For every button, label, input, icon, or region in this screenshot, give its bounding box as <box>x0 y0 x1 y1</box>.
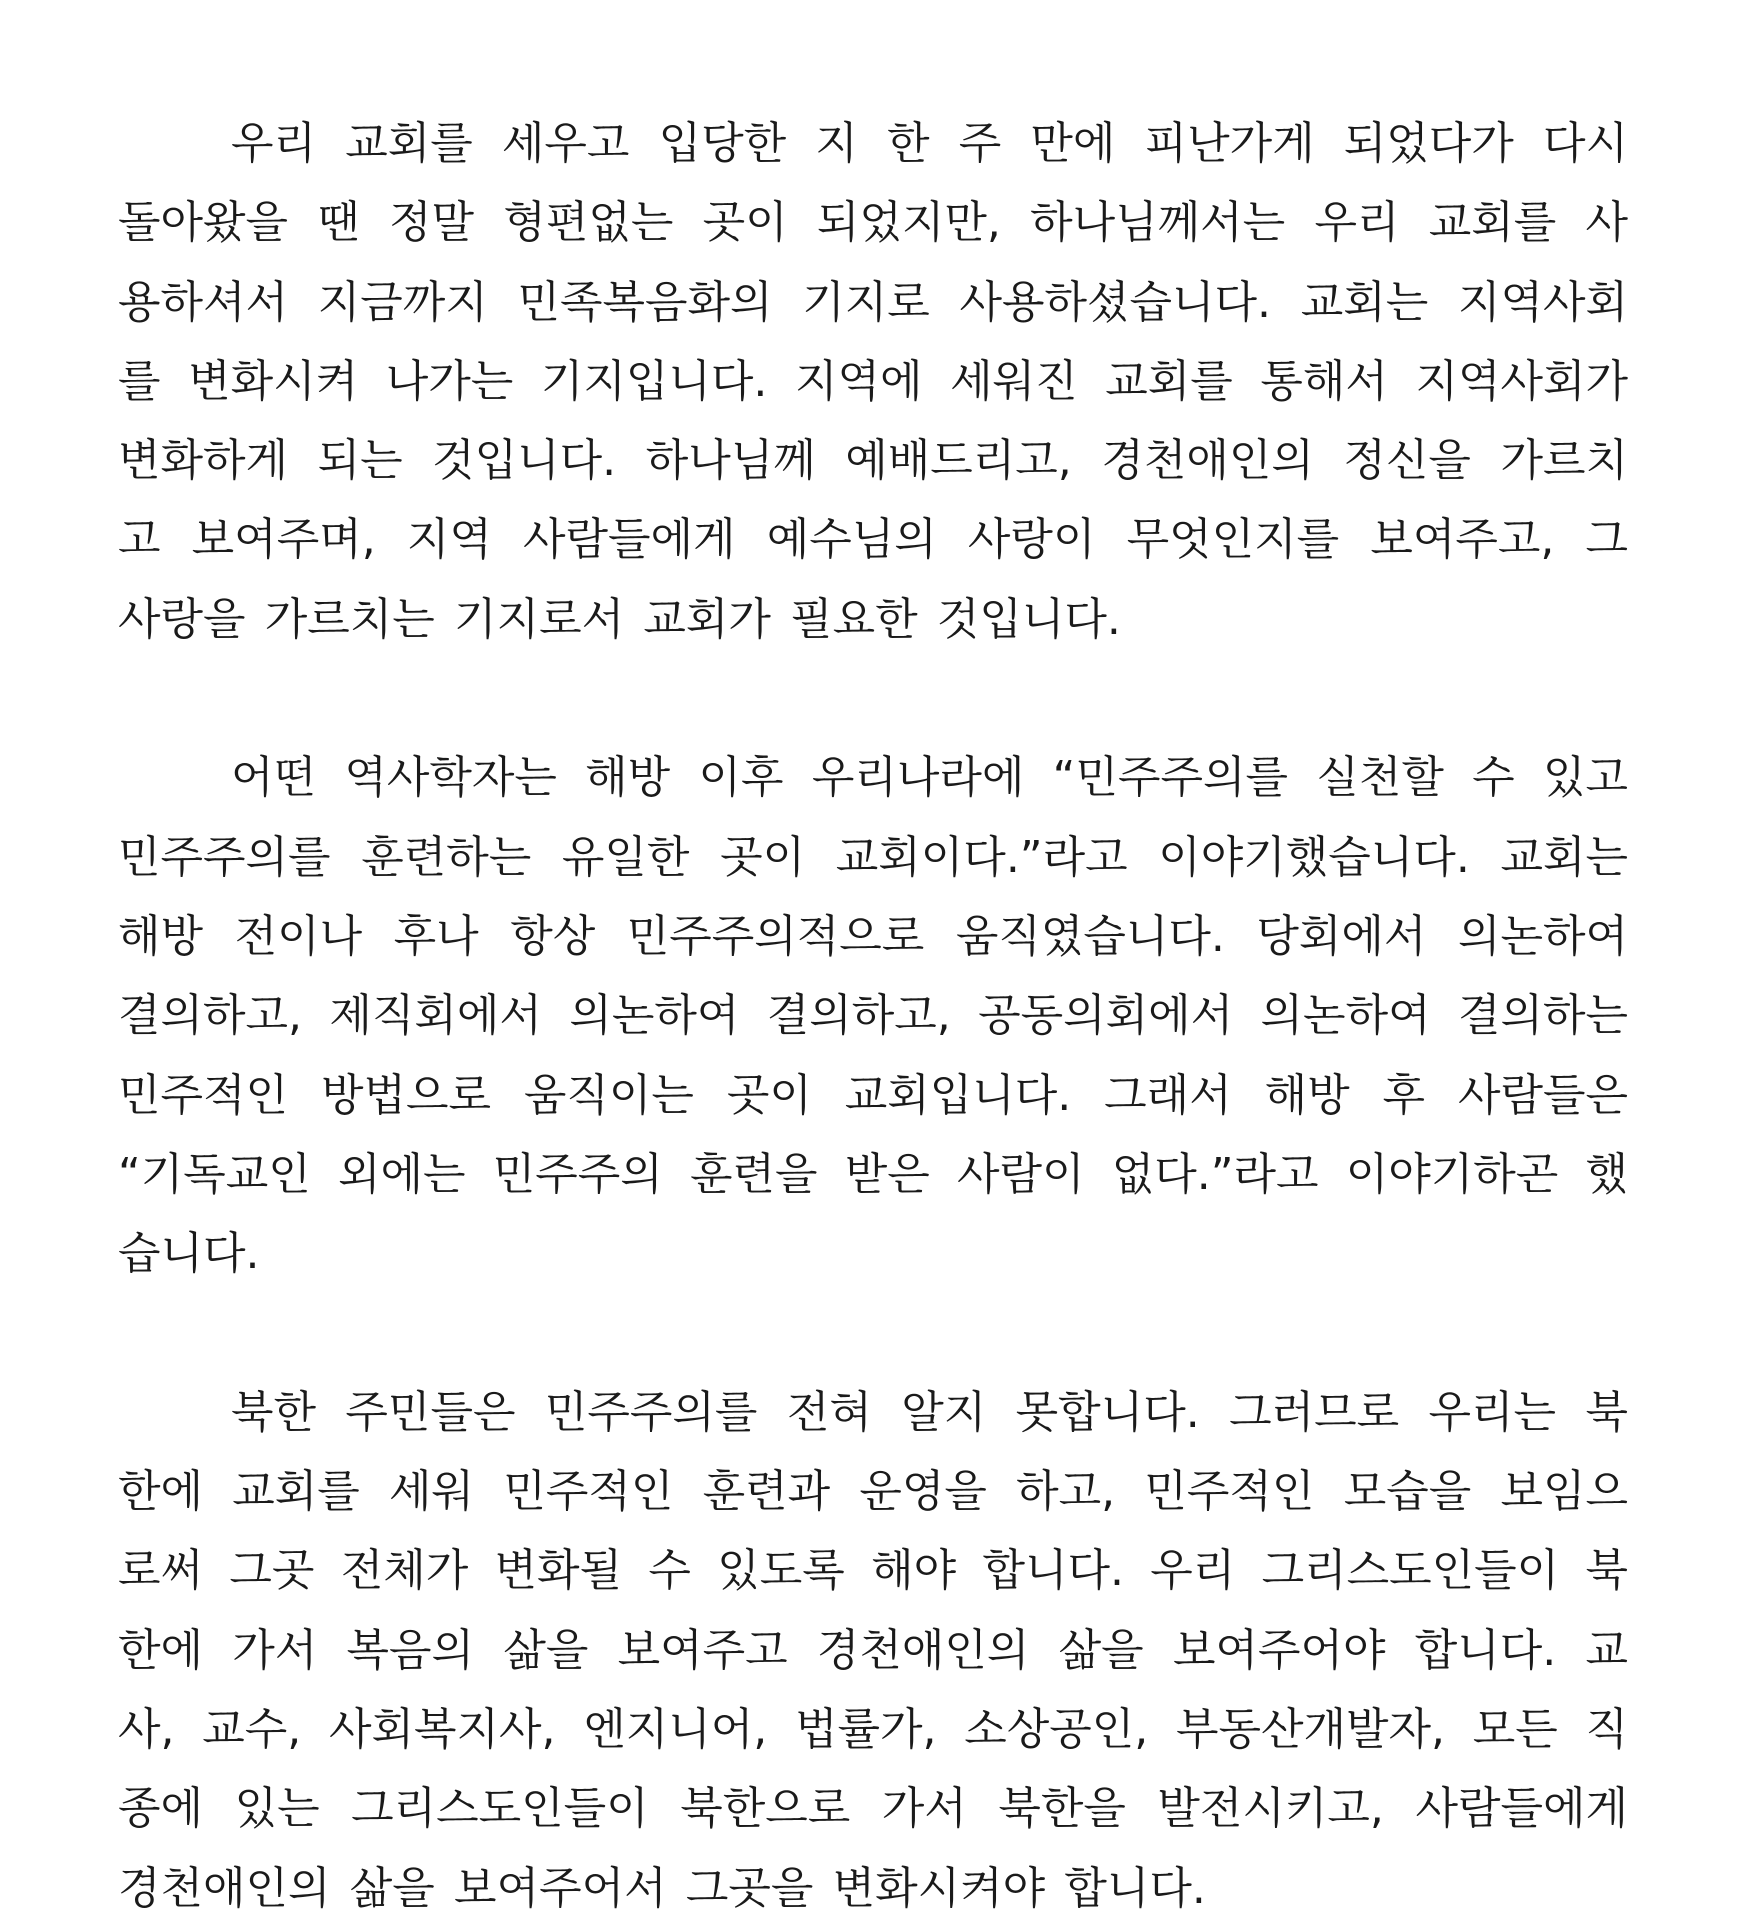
paragraph-line: 변화하게 되는 것입니다. 하나님께 예배드리고, 경천애인의 정신을 가르치 <box>118 435 1628 487</box>
paragraph-line: 민주주의를 훈련하는 유일한 곳이 교회이다.”라고 이야기했습니다. 교회는 <box>118 831 1628 883</box>
paragraph-line: 북한 주민들은 민주주의를 전혀 알지 못합니다. 그러므로 우리는 북 <box>231 1386 1628 1438</box>
paragraph-line: 어떤 역사학자는 해방 이후 우리나라에 “민주주의를 실천할 수 있고 <box>231 752 1628 804</box>
paragraph-line: 종에 있는 그리스도인들이 북한으로 가서 북한을 발전시키고, 사람들에게 <box>118 1783 1628 1835</box>
paragraph-line: 결의하고, 제직회에서 의논하여 결의하고, 공동의회에서 의논하여 결의하는 <box>118 990 1628 1042</box>
paragraph-line: 우리 교회를 세우고 입당한 지 한 주 만에 피난가게 되었다가 다시 <box>231 118 1628 169</box>
paragraph-line: 로써 그곳 전체가 변화될 수 있도록 해야 합니다. 우리 그리스도인들이 북 <box>118 1545 1628 1597</box>
paragraph-2 <box>118 738 1628 1293</box>
paragraph-line: 습니다. <box>118 1228 260 1280</box>
document-body <box>118 104 1628 1928</box>
paragraph-line: “기독교인 외에는 민주주의 훈련을 받은 사람이 없다.”라고 이야기하곤 했 <box>118 1148 1628 1200</box>
paragraph-3 <box>118 1373 1628 1928</box>
paragraph-line: 사, 교수, 사회복지사, 엔지니어, 법률가, 소상공인, 부동산개발자, 모든 직 <box>118 1703 1628 1755</box>
paragraph-line: 를 변화시켜 나가는 기지입니다. 지역에 세워진 교회를 통해서 지역사회가 <box>118 355 1628 407</box>
paragraph-line: 해방 전이나 후나 항상 민주주의적으로 움직였습니다. 당회에서 의논하여 <box>118 910 1628 962</box>
paragraph-line: 사랑을 가르치는 기지로서 교회가 필요한 것입니다. <box>118 593 1121 645</box>
paragraph-line: 고 보여주며, 지역 사람들에게 예수님의 사랑이 무엇인지를 보여주고, 그 <box>118 514 1628 566</box>
paragraph-line: 한에 교회를 세워 민주적인 훈련과 운영을 하고, 민주적인 모습을 보임으 <box>118 1466 1628 1518</box>
paragraph-line: 한에 가서 복음의 삶을 보여주고 경천애인의 삶을 보여주어야 합니다. 교 <box>118 1624 1628 1676</box>
paragraph-line: 경천애인의 삶을 보여주어서 그곳을 변화시켜야 합니다. <box>118 1862 1206 1914</box>
paragraph-line: 민주적인 방법으로 움직이는 곳이 교회입니다. 그래서 해방 후 사람들은 <box>118 1069 1628 1121</box>
paragraph-line: 용하셔서 지금까지 민족복음화의 기지로 사용하셨습니다. 교회는 지역사회 <box>118 276 1628 328</box>
paragraph-line: 돌아왔을 땐 정말 형편없는 곳이 되었지만, 하나님께서는 우리 교회를 사 <box>118 197 1628 249</box>
paragraph-1 <box>118 104 1628 659</box>
